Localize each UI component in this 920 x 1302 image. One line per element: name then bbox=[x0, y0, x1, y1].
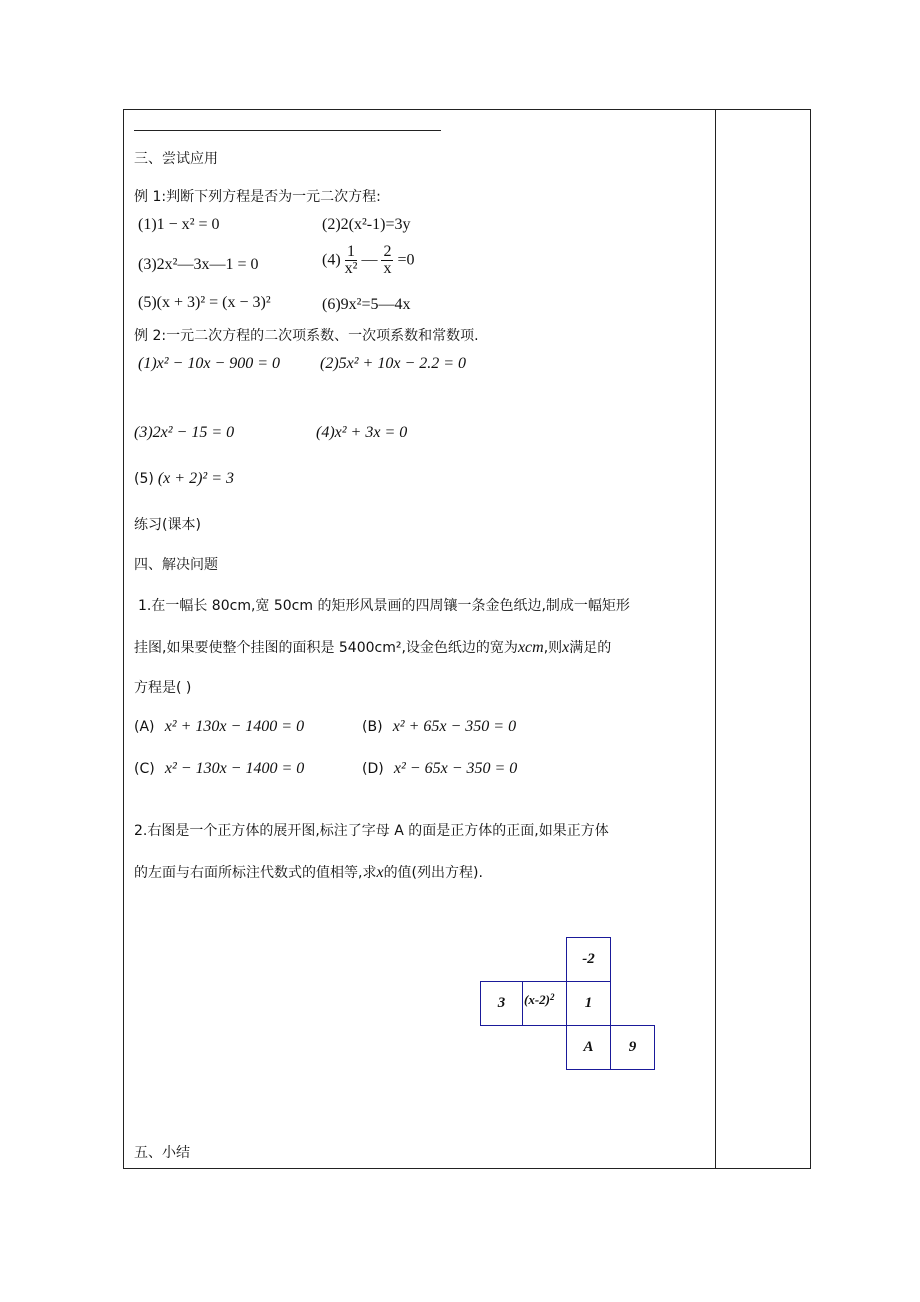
section3-title: 三、尝试应用 bbox=[134, 151, 218, 167]
fraction-2-over-x: $\frac{2}{x}$ bbox=[383, 243, 392, 277]
ex1-item4: (4) $\frac{1}{\text{x²}}$ — $\frac{2}{x}$ =0 bbox=[322, 243, 415, 277]
ex1-item5: (5)(x + 3)² = (x − 3)² bbox=[138, 294, 271, 311]
ex1-item2: (2)2(x²-1)=3y bbox=[322, 216, 411, 233]
problem2-line2: 的左面与右面所标注代数式的值相等,求x的值(列出方程). bbox=[134, 864, 483, 881]
cube-face-front: A bbox=[566, 1025, 611, 1070]
cube-face-top: -2 bbox=[566, 937, 611, 982]
ex1-item1: (1)1 − x² = 0 bbox=[138, 216, 220, 233]
cube-face-left-outer: 3 bbox=[480, 981, 523, 1026]
side-column-divider bbox=[715, 110, 716, 1168]
lesson-table bbox=[123, 109, 811, 1169]
ex2-item3: (3)2x² − 15 = 0 bbox=[134, 424, 235, 441]
problem2-line1: 2.右图是一个正方体的展开图,标注了字母 A 的面是正方体的正面,如果正方体 bbox=[134, 823, 609, 839]
section4-title: 四、解决问题 bbox=[134, 557, 218, 573]
option-d: (D) x² − 65x − 350 = 0 bbox=[362, 760, 518, 777]
cube-face-right: 9 bbox=[610, 1025, 655, 1070]
problem1-line3: 方程是( ) bbox=[134, 680, 192, 696]
fraction-1-over-x2: $\frac{1}{\text{x²}}$ bbox=[344, 243, 358, 277]
practice-label: 练习(课本) bbox=[134, 517, 201, 533]
example2-title: 例 2:一元二次方程的二次项系数、一次项系数和常数项. bbox=[134, 328, 479, 344]
cube-face-center: 1 bbox=[566, 981, 611, 1026]
cube-face-left-inner: (x-2) $^2$ bbox=[522, 981, 567, 1026]
top-rule bbox=[134, 130, 441, 131]
option-c: (C) x² − 130x − 1400 = 0 bbox=[134, 760, 305, 777]
option-b: (B) x² + 65x − 350 = 0 bbox=[362, 718, 517, 735]
ex2-item5: (5) (x + 2)² = 3 bbox=[134, 470, 234, 487]
ex2-item1: (1)x² − 10x − 900 = 0 bbox=[138, 355, 281, 372]
option-a: (A) x² + 130x − 1400 = 0 bbox=[134, 718, 305, 735]
problem1-line2: 挂图,如果要使整个挂图的面积是 5400cm²,设金色纸边的宽为xcm,则x满足的 bbox=[134, 639, 612, 656]
ex1-item3: (3)2x²—3x—1 = 0 bbox=[138, 256, 259, 273]
ex2-item2: (2)5x² + 10x − 2.2 = 0 bbox=[320, 355, 467, 372]
ex1-item6: (6)9x²=5—4x bbox=[322, 296, 411, 313]
problem1-line1: 1.在一幅长 80cm,宽 50cm 的矩形风景画的四周镶一条金色纸边,制成一幅矩形 bbox=[138, 598, 630, 614]
example1-title: 例 1:判断下列方程是否为一元二次方程: bbox=[134, 189, 381, 205]
ex2-item4: (4)x² + 3x = 0 bbox=[316, 424, 408, 441]
section5-title: 五、小结 bbox=[134, 1145, 190, 1161]
